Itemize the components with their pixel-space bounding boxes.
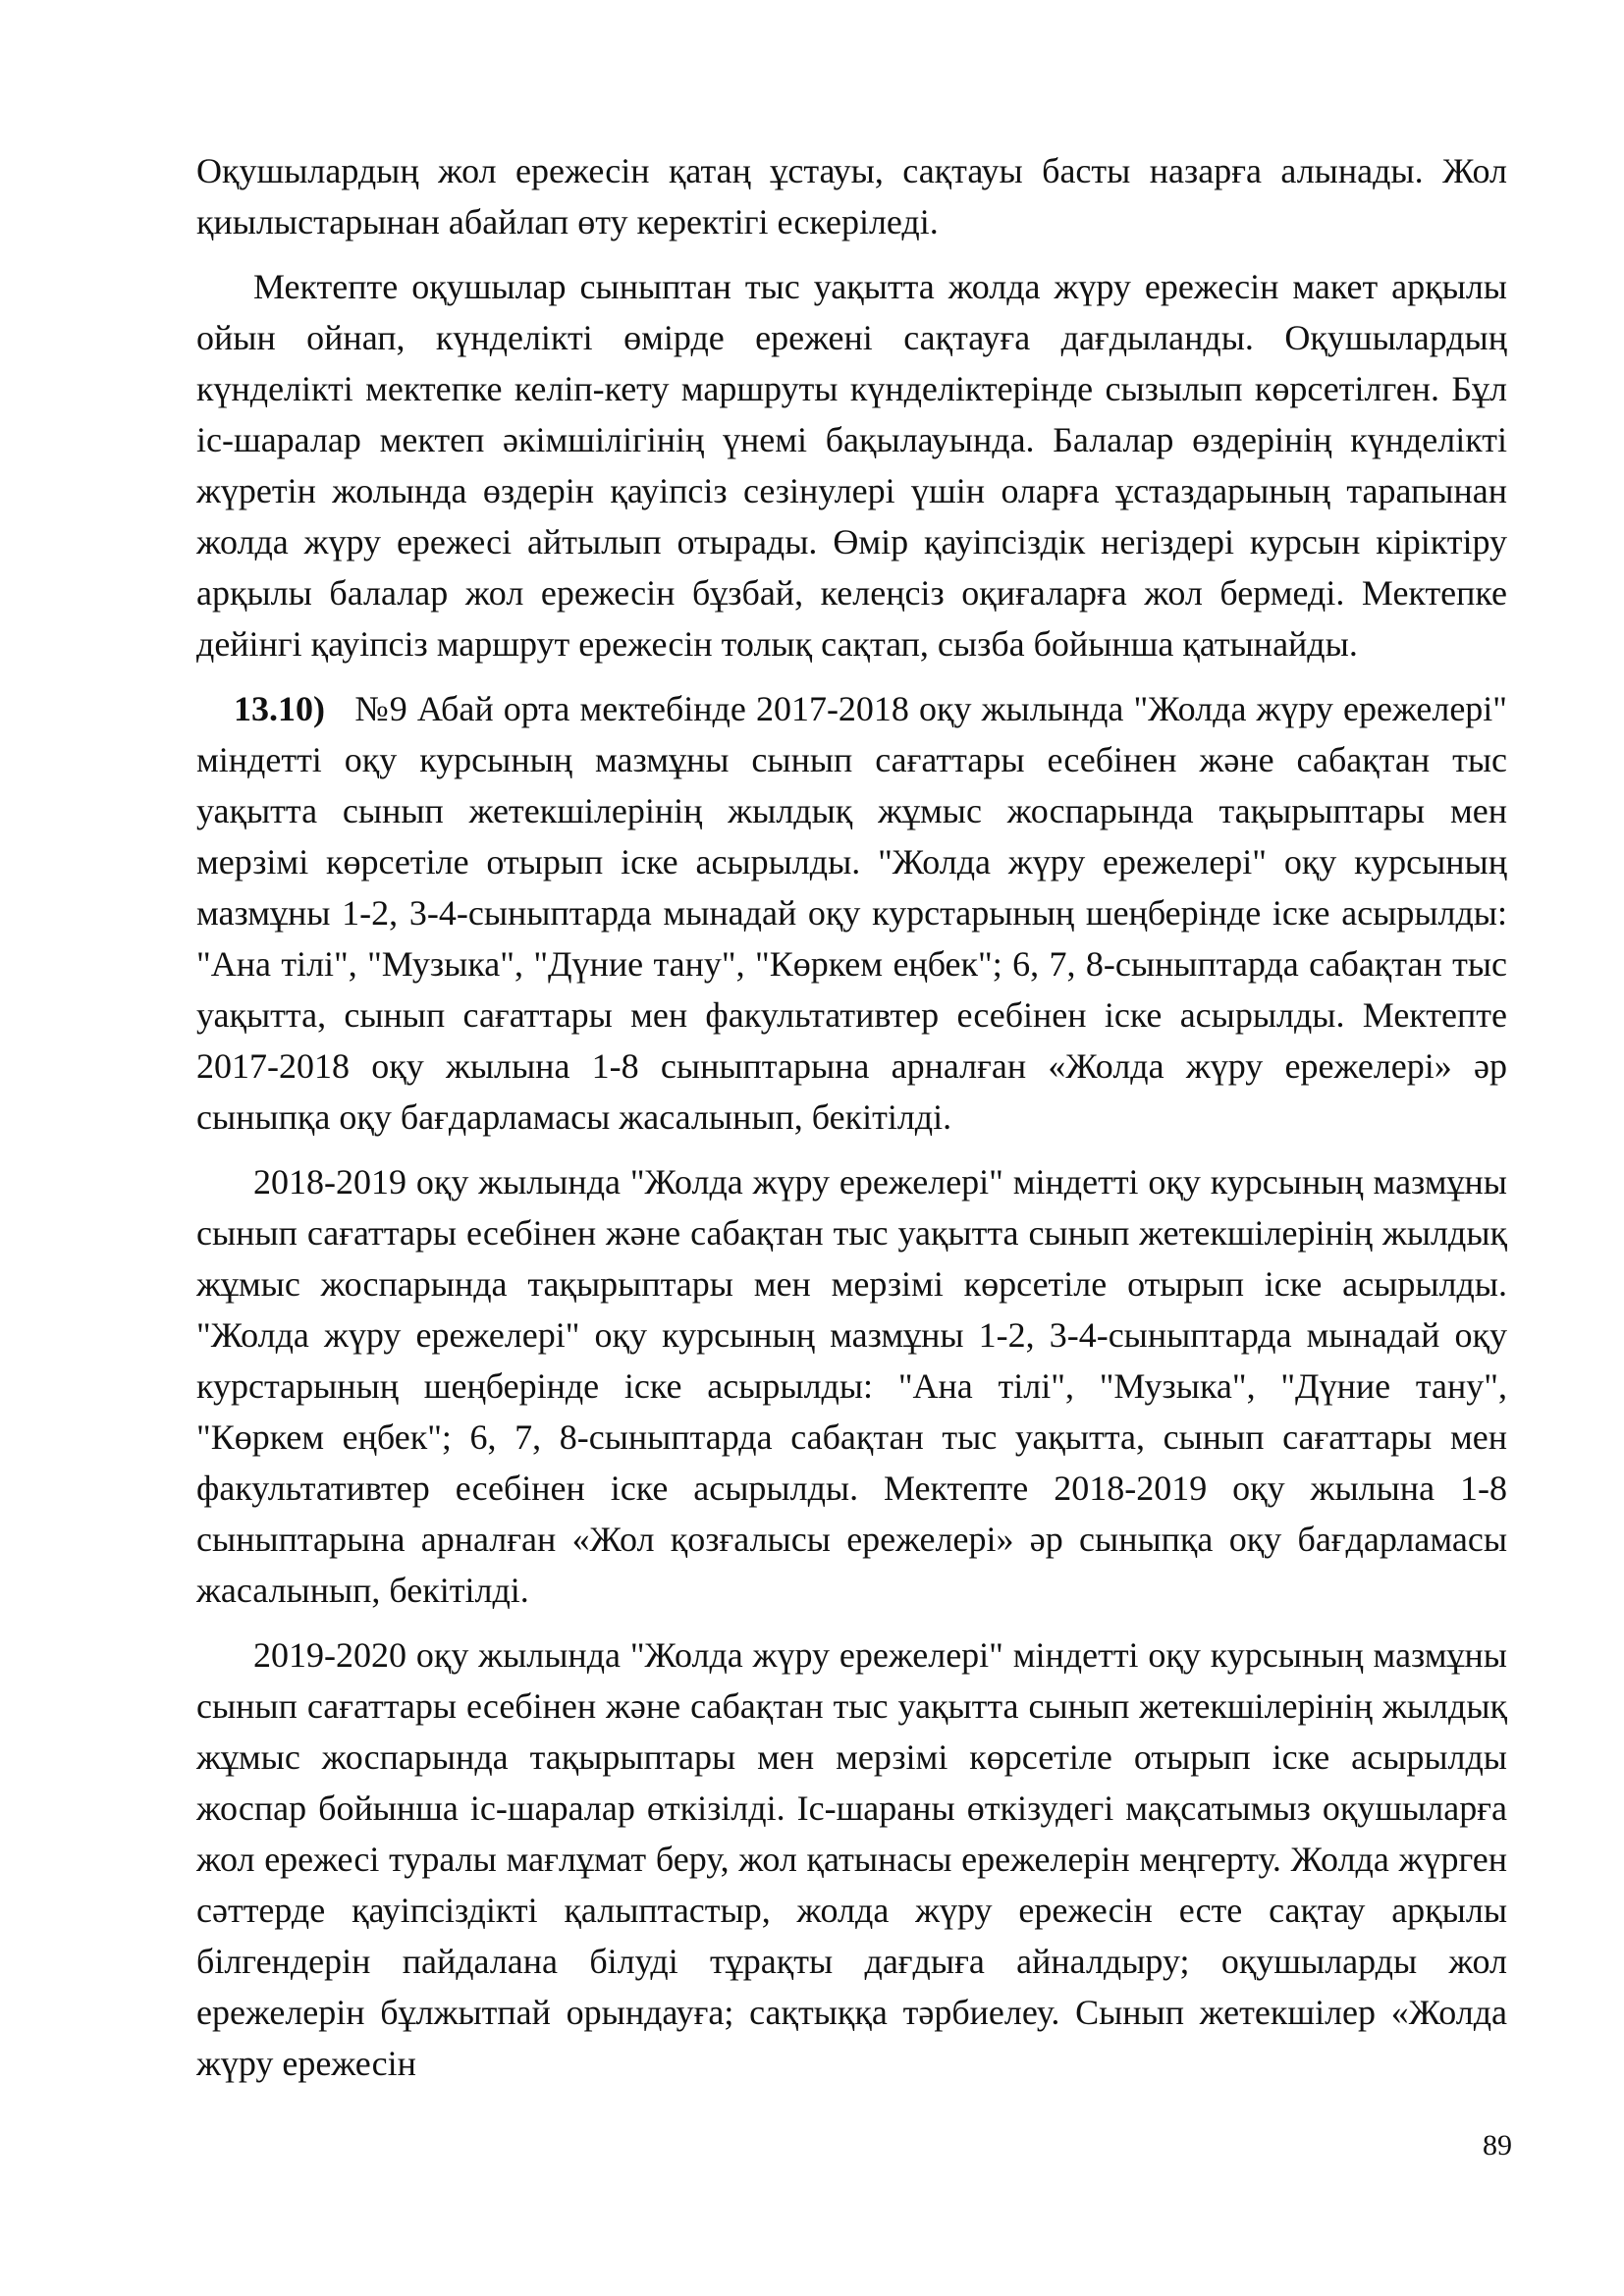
paragraph-3 [196,683,1507,1143]
document-page [196,145,1507,2089]
section-number: 13.10) [234,689,325,728]
paragraph-1 [196,145,1507,247]
paragraph-5 [196,1629,1507,2089]
paragraph-4 [196,1156,1507,1616]
paragraph-5-text: 2019-2020 оқу жылында "Жолда жүру ережелері" міндетті оқу курсының мазмұны сынып сағаттары есебінен және сабақтан тыс уақытта сынып жетекшілерінің жылдық жұмыс жоспарында тақырыптары мен мерзімі көрсетіле отырып іске асырылды жоспар бойынша іс-шаралар өткізілді. Іс-шараны өткізудегі мақсатымыз оқушыларға жол ережесі туралы мағлұмат беру, жол қатынасы ережелерін меңгерту. Жолда жүрген сәттерде қауіпсіздікті қалыптастыр, жолда жүру ережесін есте сақтау арқылы білгендерін пайдалана білуді тұрақты дағдыға айналдыру; оқушыларды жол ережелерін бұлжытпай орындауға; сақтыққа тәрбиелеу. Сынып жетекшілер «Жолда жүру ережесін [196,1635,1507,2083]
page-number: 89 [1483,2129,1512,2162]
paragraph-2 [196,261,1507,669]
paragraph-3-text: №9 Абай орта мектебінде 2017-2018 оқу жылында "Жолда жүру ережелері" міндетті оқу курсының мазмұны сынып сағаттары есебінен және сабақтан тыс уақытта сынып жетекшілерінің жылдық жұмыс жоспарында тақырыптары мен мерзімі көрсетіле отырып іске асырылды. "Жолда жүру ережелері" оқу курсының мазмұны 1-2, 3-4-сыныптарда мынадай оқу курстарының шеңберінде іске асырылды: "Ана тілі", "Музыка", "Дүние тану", "Көркем еңбек"; 6, 7, 8-сыныптарда сабақтан тыс уақытта, сынып сағаттары мен факультативтер есебінен іске асырылды. Мектепте 2017-2018 оқу жылына 1-8 сыныптарына арналған «Жолда жүру ережелері» әр сыныпқа оқу бағдарламасы жасалынып, бекітілді. [196,689,1507,1137]
paragraph-1-text: Оқушылардың жол ережесін қатаң ұстауы, сақтауы басты назарға алынады. Жол қиылыстарынан абайлап өту керектігі ескеріледі. [196,151,1507,241]
paragraph-2-text: Мектепте оқушылар сыныптан тыс уақытта жолда жүру ережесін макет арқылы ойын ойнап, күнделікті өмірде ережені сақтауға дағдыланды. Оқушылардың күнделікті мектепке келіп-кету маршруты күнделіктерінде сызылып көрсетілген. Бұл іс-шаралар мектеп әкімшілігінің үнемі бақылауында. Балалар өздерінің күнделікті жүретін жолында өздерін қауіпсіз сезінулері үшін оларға ұстаздарының тарапынан жолда жүру ережесі айтылып отырады. Өмір қауіпсіздік негіздері курсын кіріктіру арқылы балалар жол ережесін бұзбай, келеңсіз оқиғаларға жол бермеді. Мектепке дейінгі қауіпсіз маршрут ережесін толық сақтап, сызба бойынша қатынайды. [196,267,1507,664]
paragraph-4-text: 2018-2019 оқу жылында "Жолда жүру ережелері" міндетті оқу курсының мазмұны сынып сағаттары есебінен және сабақтан тыс уақытта сынып жетекшілерінің жылдық жұмыс жоспарында тақырыптары мен мерзімі көрсетіле отырып іске асырылды. "Жолда жүру ережелері" оқу курсының мазмұны 1-2, 3-4-сыныптарда мынадай оқу курстарының шеңберінде іске асырылды: "Ана тілі", "Музыка", "Дүние тану", "Көркем еңбек"; 6, 7, 8-сыныптарда сабақтан тыс уақытта, сынып сағаттары мен факультативтер есебінен іске асырылды. Мектепте 2018-2019 оқу жылына 1-8 сыныптарына арналған «Жол қозғалысы ережелері» әр сыныпқа оқу бағдарламасы жасалынып, бекітілді. [196,1162,1507,1610]
